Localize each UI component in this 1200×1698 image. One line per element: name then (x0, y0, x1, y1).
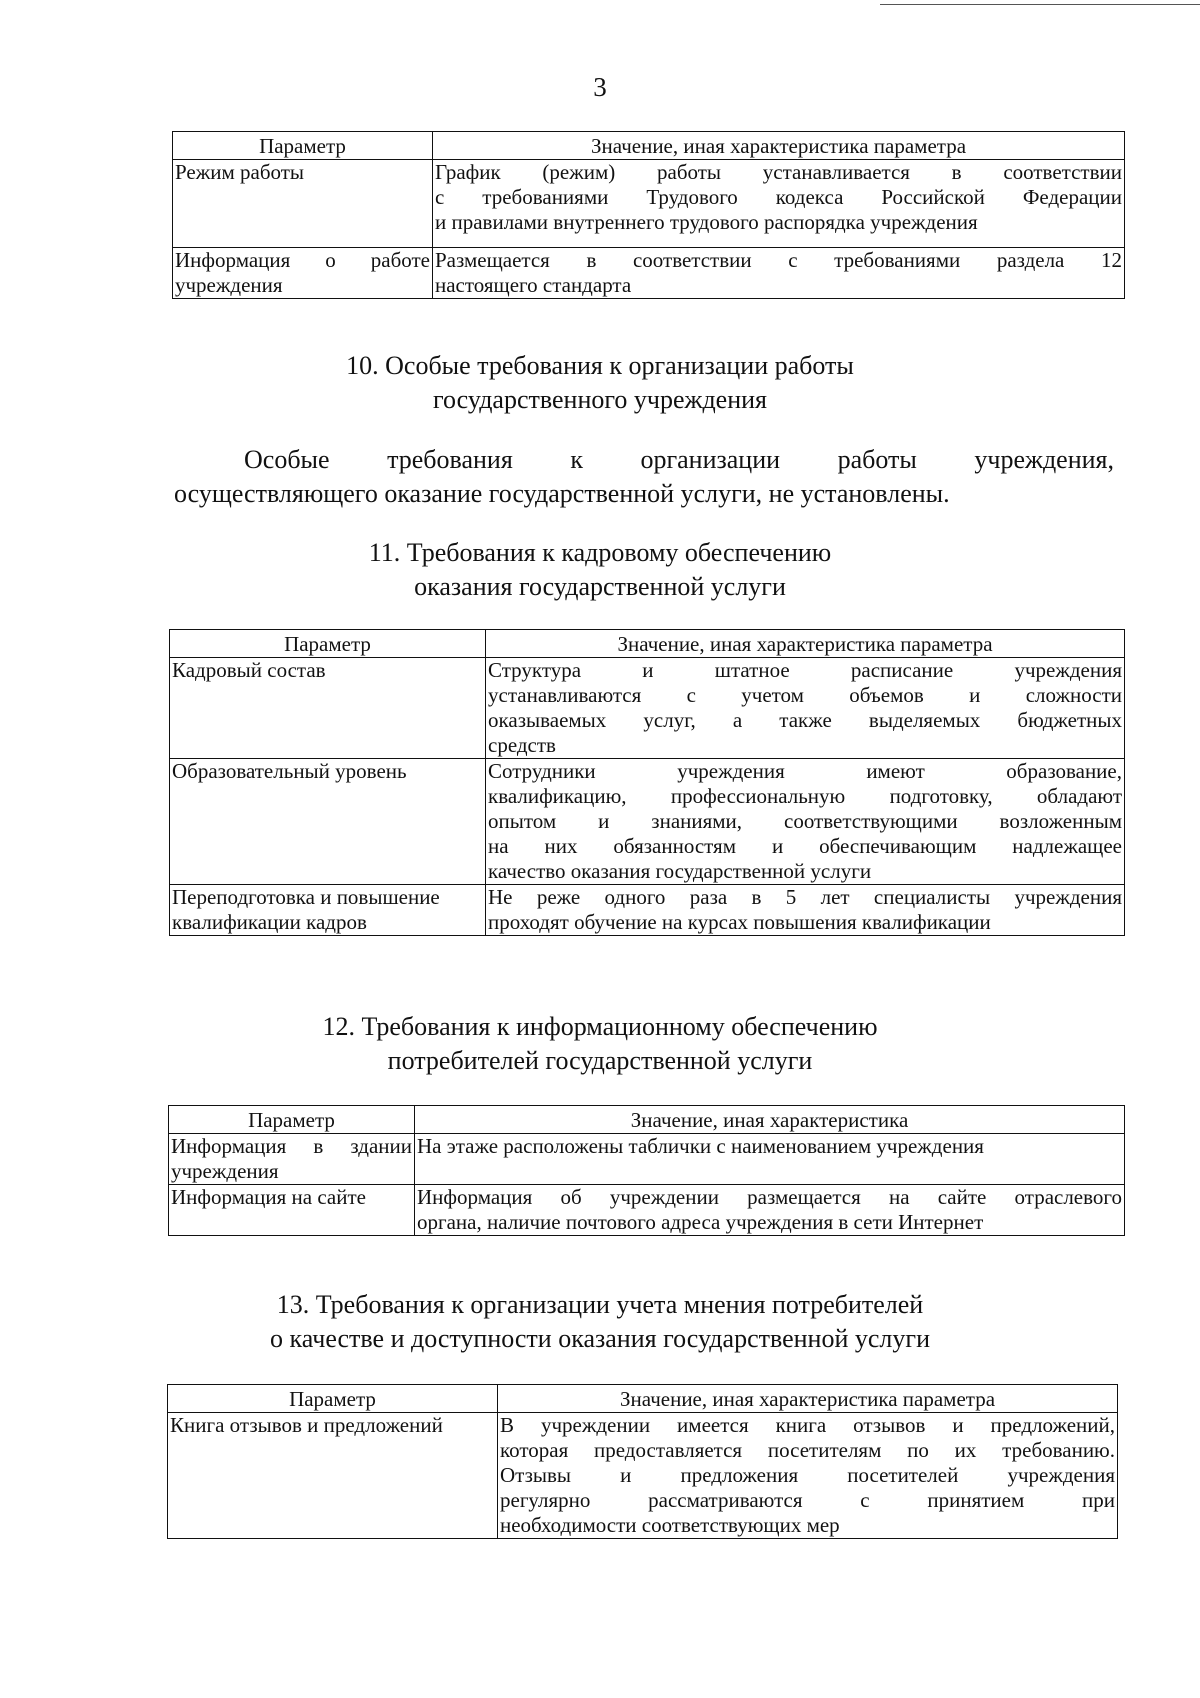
header-param: Параметр (168, 1385, 498, 1413)
param-line: учреждения (171, 1159, 279, 1183)
table-row (173, 160, 1125, 248)
paragraph-line: Особые требования к организации работы учреждения, (244, 445, 1114, 474)
value-line: В учреждении имеется книга отзывов и предложений, (500, 1413, 1115, 1437)
value-line: Отзывы и предложения посетителей учреждения (500, 1463, 1115, 1487)
value-line: и правилами внутреннего трудового распорядка учреждения (435, 210, 978, 234)
param-cell: Режим работы (173, 160, 433, 248)
header-value: Значение, иная характеристика (415, 1106, 1125, 1134)
table-row (169, 1134, 1125, 1185)
table-work-mode (172, 131, 1125, 299)
table-header-row (170, 630, 1125, 658)
title-line: потребителей государственной услуги (387, 1046, 813, 1075)
header-param: Параметр (173, 132, 433, 160)
table-row (170, 759, 1125, 885)
section-12-title (0, 1010, 1200, 1078)
value-line: настоящего стандарта (435, 273, 632, 297)
table-row (173, 248, 1125, 299)
title-line: о качестве и доступности оказания государственной услуги (270, 1324, 930, 1353)
table-header-row (173, 132, 1125, 160)
param-cell (170, 885, 486, 936)
param-cell: Кадровый состав (170, 658, 486, 759)
table-row (170, 658, 1125, 759)
param-cell (169, 1134, 415, 1185)
value-line: Не реже одного раза в 5 лет специалисты учреждения (488, 885, 1122, 909)
value-line: устанавливаются с учетом объемов и сложности (488, 683, 1122, 707)
value-line: с требованиями Трудового кодекса Российской Федерации (435, 185, 1122, 209)
table-row (170, 885, 1125, 936)
param-line: учреждения (175, 273, 283, 297)
value-cell (486, 885, 1125, 936)
value-line: проходят обучение на курсах повышения квалификации (488, 910, 991, 934)
header-value: Значение, иная характеристика параметра (433, 132, 1125, 160)
value-cell (415, 1134, 1125, 1185)
title-line: 11. Требования к кадровому обеспечению (368, 538, 832, 567)
value-line: регулярно рассматриваются с принятием при (500, 1488, 1115, 1512)
value-cell (433, 248, 1125, 299)
value-line: опытом и знаниями, соответствующими возложенным (488, 809, 1122, 833)
section-13-title (0, 1288, 1200, 1356)
scan-edge-line (880, 4, 1200, 5)
table-row (168, 1413, 1118, 1539)
value-line: на них обязанностям и обеспечивающим надлежащее (488, 834, 1122, 858)
value-cell (433, 160, 1125, 248)
param-line: Переподготовка и повышение (172, 885, 440, 909)
value-line: оказываемых услуг, а также выделяемых бюджетных (488, 708, 1122, 732)
header-value: Значение, иная характеристика параметра (498, 1385, 1118, 1413)
value-line: квалификацию, профессиональную подготовку, обладают (488, 784, 1122, 808)
table-information (168, 1105, 1125, 1236)
paragraph-line: осуществляющего оказание государственной услуги, не установлены. (174, 479, 950, 508)
title-line: 12. Требования к информационному обеспечению (322, 1012, 878, 1041)
header-value: Значение, иная характеристика параметра (486, 630, 1125, 658)
value-line: которая предоставляется посетителям по их требованию. (500, 1438, 1115, 1462)
value-line: График (режим) работы устанавливается в соответствии (435, 160, 1122, 184)
value-line: На этаже расположены таблички с наименованием учреждения (417, 1134, 984, 1158)
value-line: качество оказания государственной услуги (488, 859, 872, 883)
value-line: Сотрудники учреждения имеют образование, (488, 759, 1122, 783)
section-10-title (0, 349, 1200, 417)
section-10-paragraph (174, 443, 1114, 511)
section-11-title (0, 536, 1200, 604)
value-line: необходимости соответствующих мер (500, 1513, 840, 1537)
param-line: Информация в здании (171, 1134, 412, 1158)
param-cell (173, 248, 433, 299)
value-cell (415, 1185, 1125, 1236)
table-staffing (169, 629, 1125, 936)
value-cell (498, 1413, 1118, 1539)
title-line: государственного учреждения (432, 385, 768, 414)
param-cell: Книга отзывов и предложений (168, 1413, 498, 1539)
param-line: Информация о работе (175, 248, 430, 272)
value-line: органа, наличие почтового адреса учреждения в сети Интернет (417, 1210, 984, 1234)
value-cell (486, 658, 1125, 759)
param-line: квалификации кадров (172, 910, 367, 934)
title-line: оказания государственной услуги (414, 572, 786, 601)
table-header-row (168, 1385, 1118, 1413)
title-line: 13. Требования к организации учета мнения потребителей (276, 1290, 924, 1319)
table-feedback (167, 1384, 1118, 1539)
value-line: средств (488, 733, 556, 757)
param-cell: Образовательный уровень (170, 759, 486, 885)
table-row (169, 1185, 1125, 1236)
value-line: Информация об учреждении размещается на сайте отраслевого (417, 1185, 1122, 1209)
table-header-row (169, 1106, 1125, 1134)
title-line: 10. Особые требования к организации работы (346, 351, 854, 380)
header-param: Параметр (170, 630, 486, 658)
page-number: 3 (593, 72, 607, 102)
header-param: Параметр (169, 1106, 415, 1134)
value-line: Структура и штатное расписание учреждения (488, 658, 1122, 682)
value-line: Размещается в соответствии с требованиями раздела 12 (435, 248, 1122, 272)
value-cell (486, 759, 1125, 885)
param-cell: Информация на сайте (169, 1185, 415, 1236)
